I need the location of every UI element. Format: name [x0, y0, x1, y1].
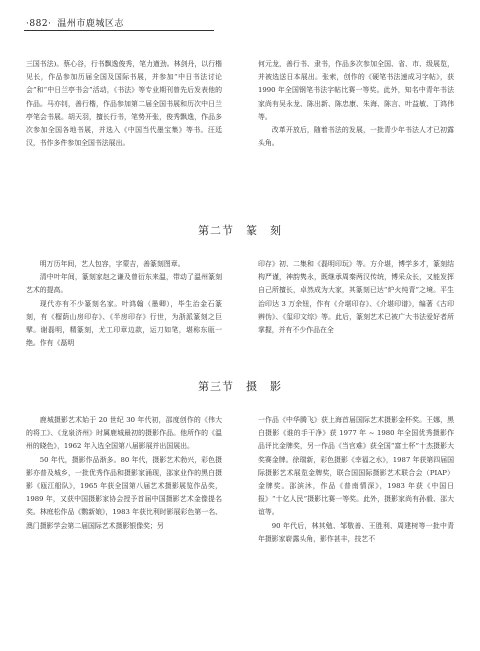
- page-number: ·882·: [26, 19, 52, 29]
- paragraph: 清中叶年间，篆刻家赵之谦及曾衍东来温，带动了温州篆刻艺术的提高。: [26, 273, 222, 295]
- section-3-right-column: [258, 414, 454, 546]
- section-3-heading: [0, 378, 480, 394]
- section-3-number: 第三节: [198, 380, 234, 393]
- paragraph: 90 年代后，林其勉、邹敬善、王胜利、周建树等一批中青年摄影家崭露头角，影作甚丰，技艺不: [258, 521, 454, 543]
- paragraph: 何元龙，善行书、隶书，作品多次参加全国、省、市、级展览，并被选送日本展出。张索，创作的《硬笔书法速成习字帖》，获 1990 年全国钢笔书法字帖比赛一等奖。此外，知名中青年书法家尚有吴永龙、陈出新、陈忠康、朱海、陈言、叶益敏、丁鸿伟等。: [258, 60, 454, 121]
- section-2-title-char: 刻: [270, 224, 282, 237]
- section-2-title-char: 篆: [246, 224, 258, 237]
- section-2-right-column: [258, 258, 454, 337]
- header-rule: [24, 30, 214, 31]
- section-1-right-column: [258, 58, 454, 150]
- paragraph: 印存》初、二集和《磊明印玩》等。方介堪，博学多才，篆刻结构严谨，神韵隽永，既继承周秦两汉传统，博采众长，又能发挥自己所擅长，卓然成为大家，其篆刻已达“炉火纯青”之境。平生治印达 3 万余钮，作有《介堪印存》、《介堪印谱》，编著《古印辨伪》、《玺印文综》等。此后，篆刻艺术已被广大书法爱好者所掌握，并有不少作品在全: [258, 260, 454, 335]
- paragraph: 一作品《中华腾飞》获上海首届国际艺术摄影金杯奖。王娜，黑白摄影《谁的手干净》获 1977 年 ~ 1980 年全国优秀摄影作品评比金牌奖，另一作品《当官难》获全国“富士杯”十杰摄影大奖赛金牌。徐瑞新，彩色摄影《幸福之水》，1987 年获第四届国际摄影艺术展览金牌奖，联合国国际摄影艺术联合会（PIAP）金牌奖。邵滨沐，作品《普南情深》，1983 年获《中国日报》“十亿人民”摄影比赛一等奖。此外，摄影家尚有孙毅、邵大谊等。: [258, 416, 454, 517]
- running-header: [26, 16, 124, 29]
- paragraph: 现代亦有不少篆刻名家。叶鸿翰（墨卿），毕生治金石篆刻，有《榴荫山房印存》、《半房印存》行世，为浙派篆刻之巨擘。谢磊明，精篆刻，尤工印章边款，运刀如笔，堪称东瓯一绝。作有《磊明: [26, 299, 222, 348]
- paragraph: 改革开放后，随着书法的发展，一批青少年书法人才已初露头角。: [258, 126, 454, 148]
- section-3-title-char: 影: [270, 380, 282, 393]
- section-2-number: 第二节: [198, 224, 234, 237]
- paragraph: 鹿城摄影艺术始于 20 世纪 30 年代初，邵度创作的《伟大的将工》、《龙泉济州》时属鹿城最初的摄影作品。他所作的《温州的晓色》，1962 年入选全国第八届影展并出国展出。: [26, 416, 222, 451]
- paragraph: 50 年代，摄影作品渐多。80 年代，摄影艺术勃兴，彩色摄影亦普及城乡，一批优秀作品和摄影家涌现，邵家业作的黑白摄影《瓯江船队》，1965 年获全国第八届艺术摄影展览作品奖，1989 年，又获中国摄影家协会授予首届中国摄影艺术金像提名奖。林庭松作品《鹦新娘》，1983 年获比利时影展彩色第一名、澳门摄影学会第二届国际艺术摄影银像奖；另: [26, 455, 222, 530]
- section-2-left-column: [26, 258, 222, 350]
- paragraph: 三国书法)。蔡心谷，行书飘逸俊秀，笔力遒劲。林剑丹，以行楷见长，作品参加历届全国及国际书展，并参加“中日书法讨论会”和“中日兰亭书会”活动，《书法》等专业期刊曾先后发表他的作品。马亦钊，善行楷，作品参加第二届全国书展和历次中日兰亭笔会书展。胡天羽，擅长行书，笔势开张，俊秀飘逸，作品多次参加全国各地书展，并选入《中国当代墨宝集》等书。汪廷汉，书作多件参加全国书法展出。: [26, 60, 222, 148]
- section-1-left-column: [26, 58, 222, 150]
- section-2-heading: [0, 222, 480, 238]
- section-3-title-char: 摄: [246, 380, 258, 393]
- book-title: 温州市鹿城区志: [57, 19, 124, 29]
- paragraph: 明万历年间，艺人包容，字蒙吉，善篆刻图章。: [39, 260, 185, 268]
- section-3-left-column: [26, 414, 222, 533]
